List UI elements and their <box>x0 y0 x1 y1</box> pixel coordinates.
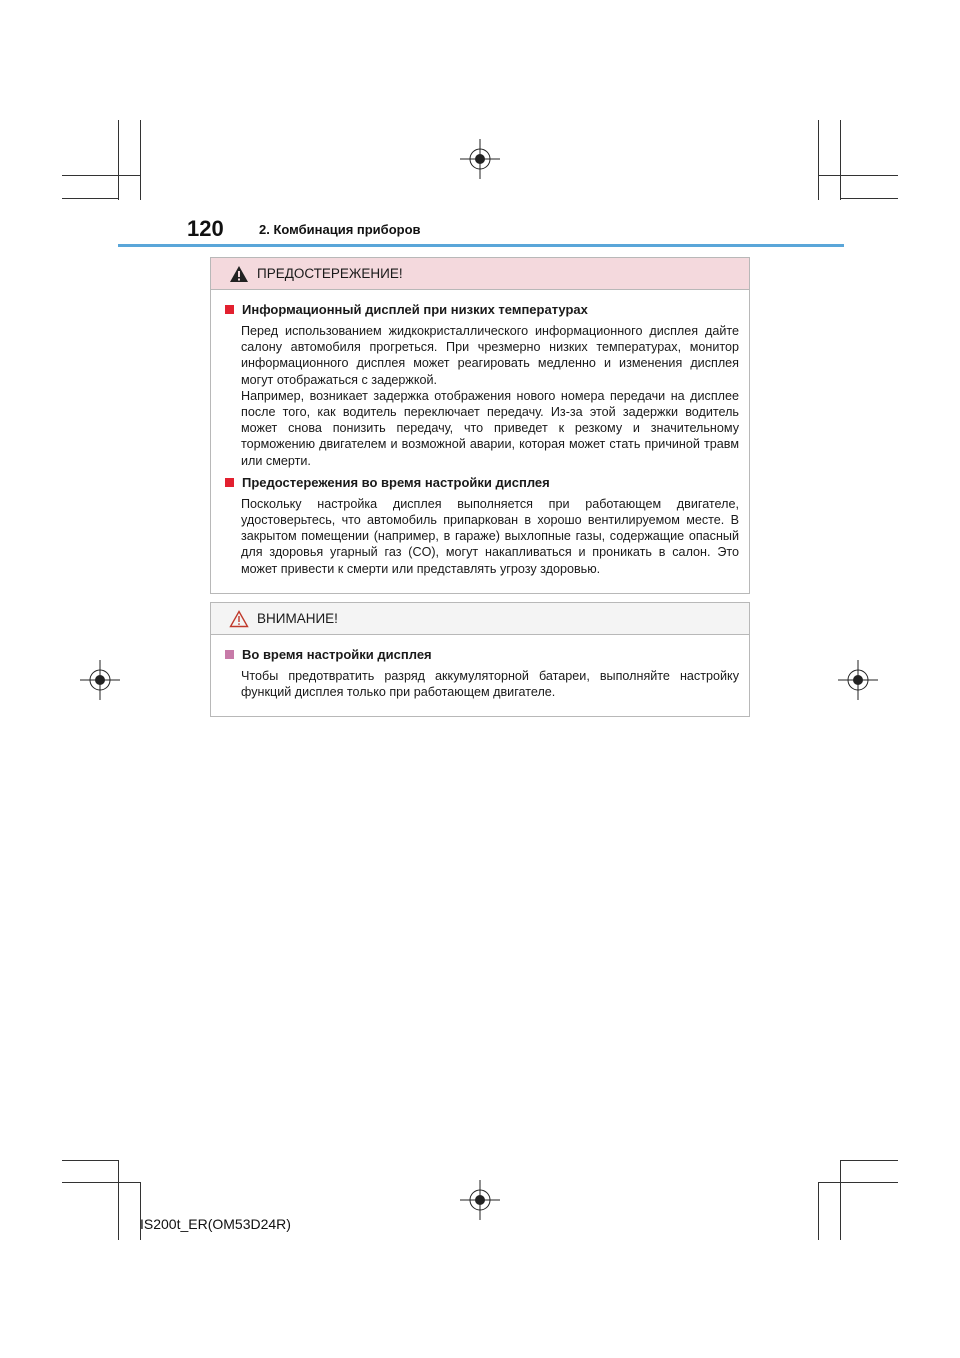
registration-mark-icon <box>838 660 878 700</box>
registration-mark-icon <box>460 139 500 179</box>
caution-header <box>211 258 749 290</box>
crop-mark <box>818 175 898 176</box>
crop-mark <box>62 175 140 176</box>
crop-mark <box>840 1160 841 1240</box>
chapter-title: 2. Комбинация приборов <box>259 222 421 237</box>
attention-header <box>211 603 749 635</box>
paragraph: Чтобы предотвратить разряд аккумуляторной батареи, выполняйте настройку функций дисплея только при работающем двигателе. <box>241 669 739 700</box>
crop-mark <box>62 198 118 199</box>
document-code: IS200t_ER(OM53D24R) <box>140 1216 291 1232</box>
warning-triangle-icon <box>229 265 249 283</box>
registration-mark-icon <box>80 660 120 700</box>
caution-title: ПРЕДОСТЕРЕЖЕНИЕ! <box>257 266 403 281</box>
attention-title: ВНИМАНИЕ! <box>257 611 338 626</box>
crop-mark <box>840 120 841 200</box>
attention-triangle-icon <box>229 610 249 628</box>
square-bullet-icon <box>225 305 234 314</box>
crop-mark <box>118 1160 119 1240</box>
crop-mark <box>62 1160 118 1161</box>
attention-box <box>210 602 750 717</box>
caution-box <box>210 257 750 594</box>
crop-mark <box>818 1182 819 1240</box>
section-title: Во время настройки дисплея <box>225 647 739 662</box>
header-rule <box>118 244 844 247</box>
crop-mark <box>62 1182 140 1183</box>
crop-mark <box>818 120 819 200</box>
crop-mark <box>140 120 141 200</box>
square-bullet-icon <box>225 478 234 487</box>
square-bullet-icon <box>225 650 234 659</box>
caution-body <box>211 290 749 593</box>
crop-mark <box>118 120 119 200</box>
crop-mark <box>840 198 898 199</box>
attention-body <box>211 635 749 716</box>
paragraph: Перед использованием жидкокристаллического информационного дисплея дайте салону автомобиля прогреться. При чрезмерно низких температурах, монитор информационного дисплея может реагировать медленно и изменения дисплея могут отображаться с задержкой. <box>241 324 739 387</box>
section-title: Информационный дисплей при низких температурах <box>225 302 739 317</box>
section-title: Предостережения во время настройки дисплея <box>225 475 739 490</box>
crop-mark <box>818 1182 898 1183</box>
paragraph: Поскольку настройка дисплея выполняется при работающем двигателе, удостоверьтесь, что автомобиль припаркован в хорошо вентилируемом месте. В закрытом помещении (например, в гараже) выхлопные газы, содержащие опасный для здоровья угарный газ (CO), могут накапливаться и проникать в салон. Это может привести к смерти или представлять угрозу здоровью. <box>241 496 739 576</box>
page-number: 120 <box>187 216 224 241</box>
paragraph: Например, возникает задержка отображения нового номера передачи на дисплее после того, как водитель переключает передачу. Из-за этой задержки водитель может снова понизить передачу, что приведет к резкому и значительному торможению двигателем и возможной аварии, которая может стать причиной травм или смерти. <box>241 388 739 468</box>
registration-mark-icon <box>460 1180 500 1220</box>
crop-mark <box>840 1160 898 1161</box>
